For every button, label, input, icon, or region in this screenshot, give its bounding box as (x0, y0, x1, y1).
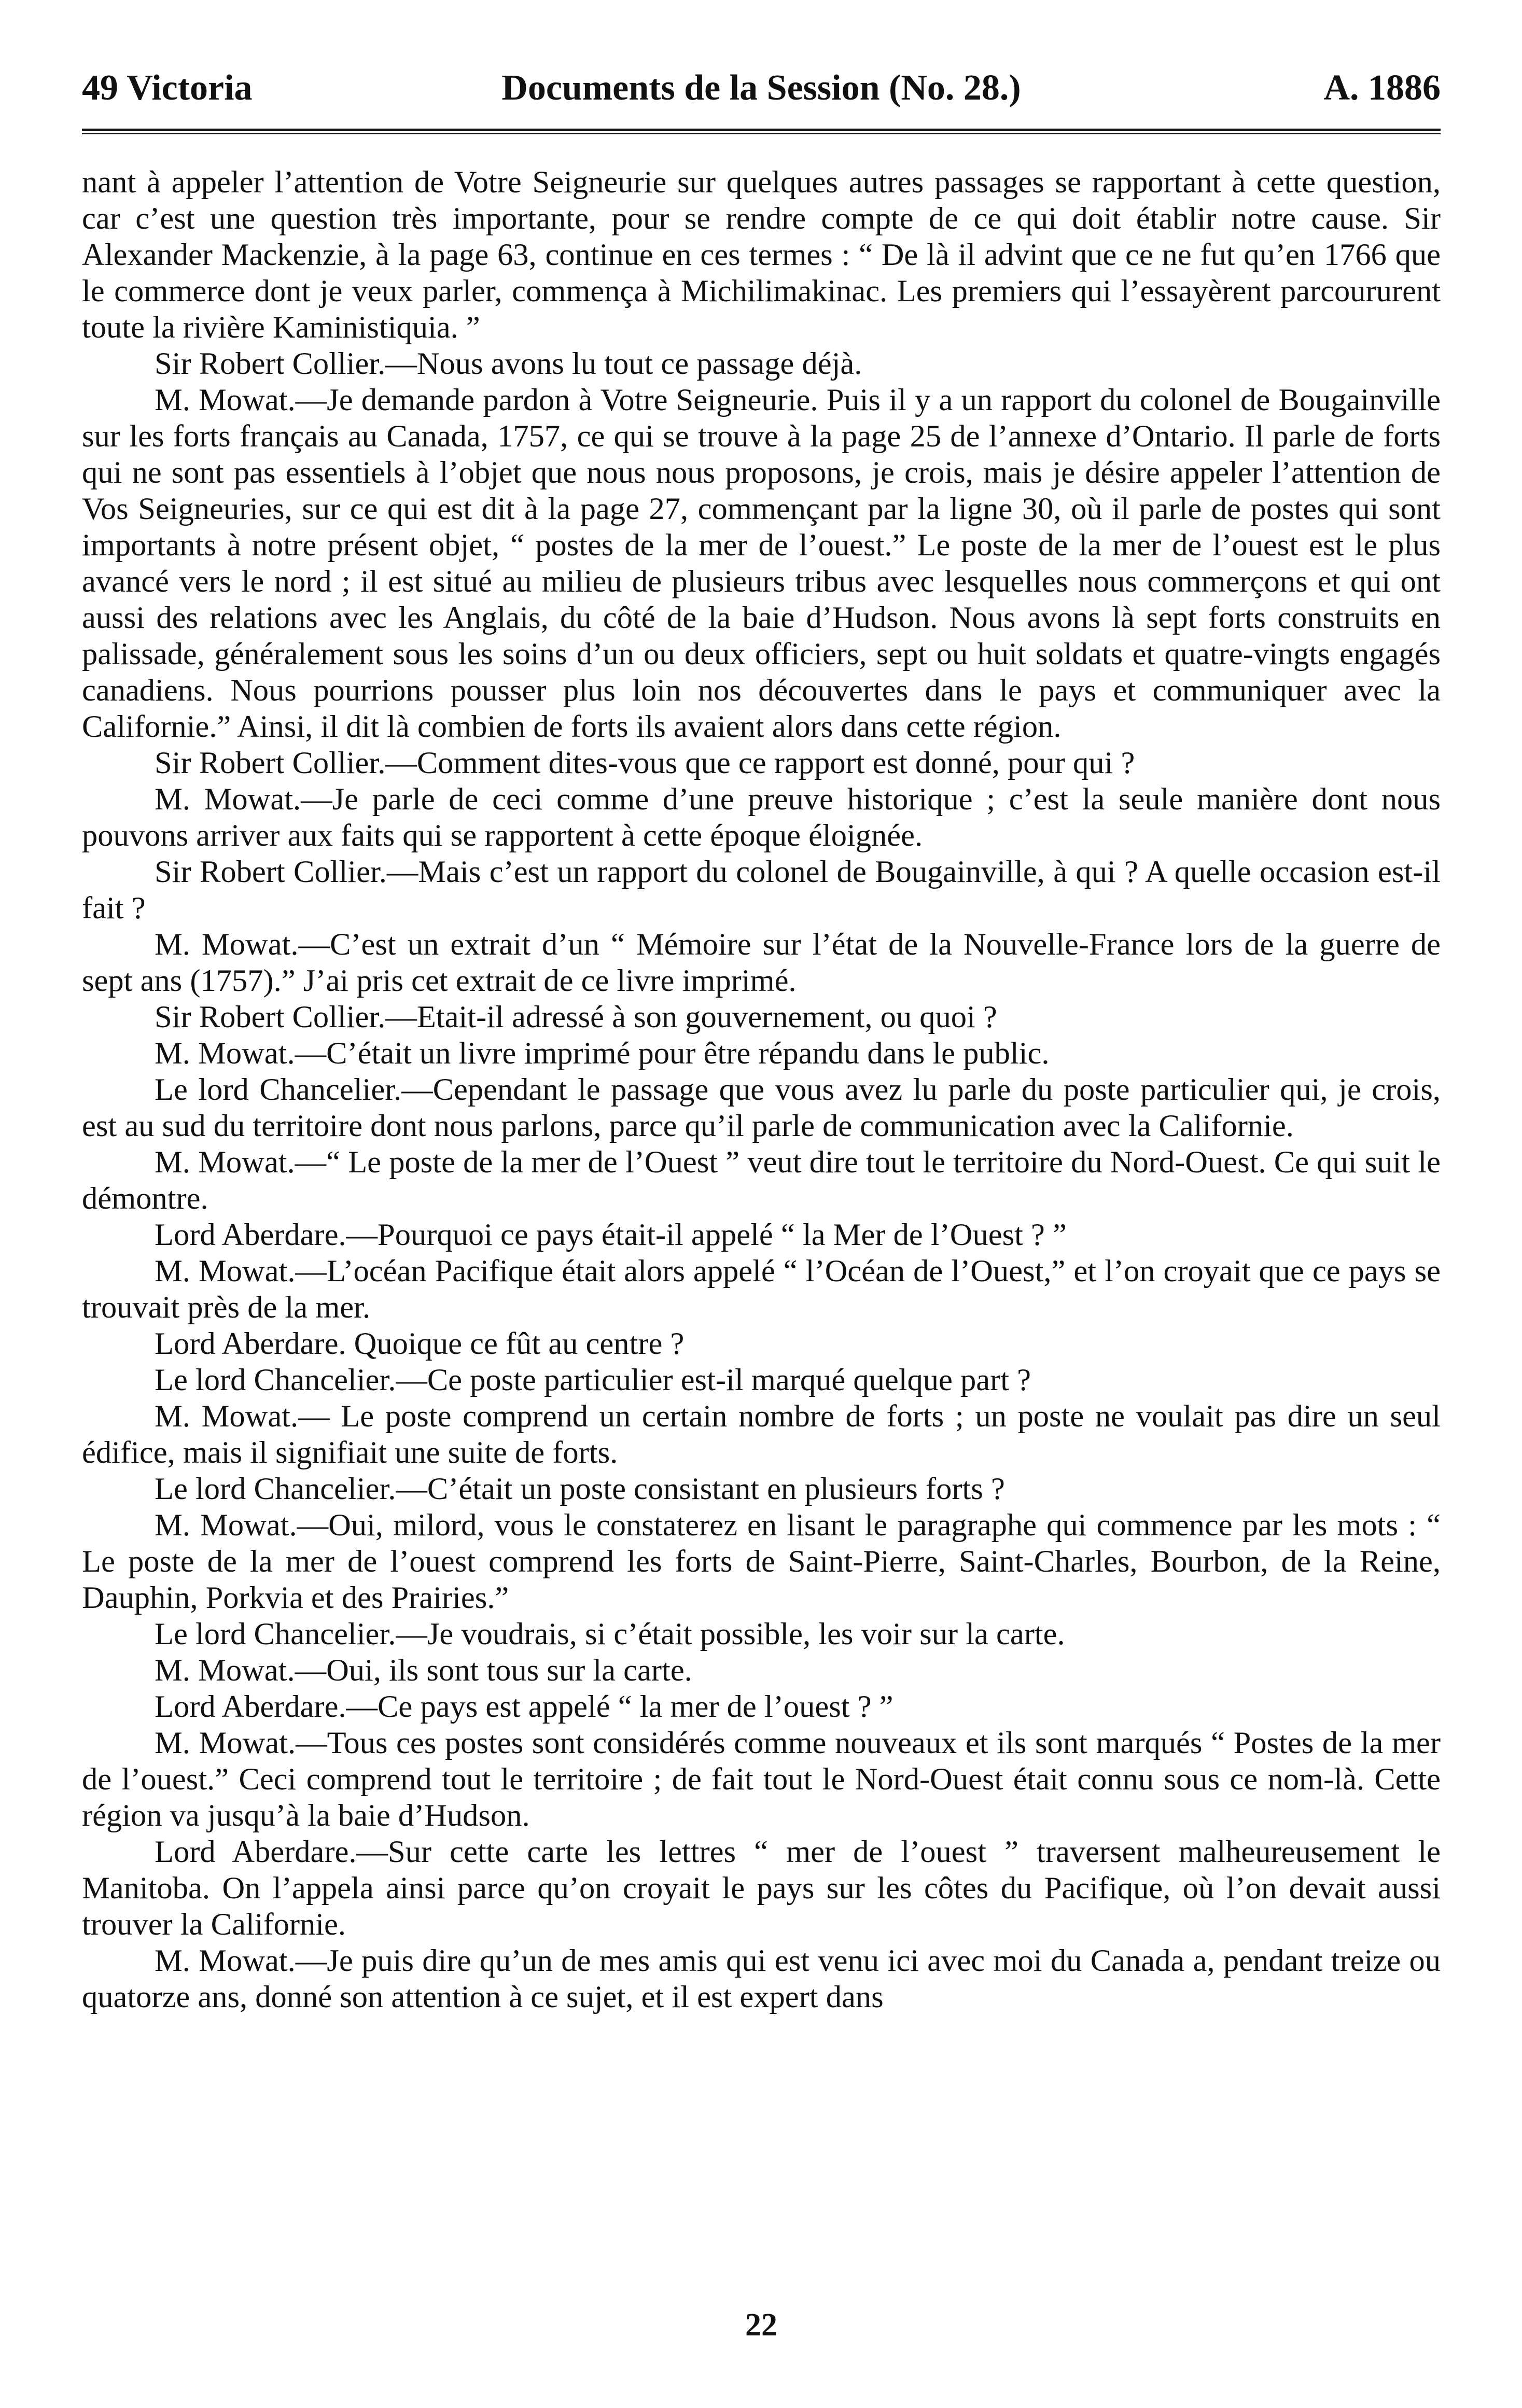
paragraph: M. Mowat.—“ Le poste de la mer de l’Ouest ” veut dire tout le territoire du Nord-Ouest. Ce qui suit le démontre. (82, 1145, 1441, 1216)
paragraph: Le lord Chancelier.—C’était un poste consistant en plusieurs forts ? (155, 1472, 1005, 1506)
body-text (82, 164, 1441, 2015)
header-rule (82, 129, 1441, 134)
paragraph: M. Mowat.—Je parle de ceci comme d’une preuve historique ; c’est la seule manière dont nous pouvons arriver aux faits qui se rapportent à cette époque éloignée. (82, 782, 1441, 853)
paragraph: M. Mowat.—C’est un extrait d’un “ Mémoire sur l’état de la Nouvelle-France lors de la guerre de sept ans (1757).” J’ai pris cet extrait de ce livre imprimé. (82, 927, 1441, 998)
paragraph: Sir Robert Collier.—Mais c’est un rapport du colonel de Bougainville, à qui ? A quelle occasion est-il fait ? (82, 855, 1441, 926)
paragraph: Sir Robert Collier.—Comment dites-vous que ce rapport est donné, pour qui ? (155, 746, 1135, 780)
paragraph: Sir Robert Collier.—Etait-il adressé à son gouvernement, ou quoi ? (155, 1000, 997, 1034)
page-number: 22 (745, 2307, 777, 2343)
header-year: A. 1886 (1323, 68, 1441, 108)
paragraph: M. Mowat.—Je puis dire qu’un de mes amis qui est venu ici avec moi du Canada a, pendant treize ou quatorze ans, donné son attention à ce sujet, et il est expert dans (82, 1943, 1441, 2014)
paragraph: M. Mowat.—Tous ces postes sont considérés comme nouveaux et ils sont marqués “ Postes de la mer de l’ouest.” Ceci comprend tout le territoire ; de fait tout le Nord-Ouest était connu sous ce nom-là. Cette région va jusqu’à la baie d’Hudson. (82, 1726, 1441, 1833)
paragraph: M. Mowat.—Oui, ils sont tous sur la carte. (155, 1653, 692, 1688)
running-header (82, 57, 1441, 119)
paragraph: Lord Aberdare. Quoique ce fût au centre ? (155, 1326, 685, 1361)
paragraph: Lord Aberdare.—Pourquoi ce pays était-il appelé “ la Mer de l’Ouest ? ” (155, 1217, 1067, 1252)
paragraph: M. Mowat.—C’était un livre imprimé pour être répandu dans le public. (155, 1036, 1050, 1071)
paragraph: M. Mowat.—Je demande pardon à Votre Seigneurie. Puis il y a un rapport du colonel de Bougainville sur les forts français au Canada, 1757, ce qui se trouve à la page 25 de l’annexe d’Ontario. Il parle de forts qui ne sont pas essentiels à l’objet que nous nous proposons, je crois, mais je désire appeler l’attention de Vos Seigneuries, sur ce qui est dit à la page 27, commençant par la ligne 30, où il parle de postes qui sont importants à notre présent objet, “ postes de la mer de l’ouest.” Le poste de la mer de l’ouest est le plus avancé vers le nord ; il est situé au milieu de plusieurs tribus avec lesquelles nous commerçons et qui ont aussi des relations avec les Anglais, du côté de la baie d’Hudson. Nous avons là sept forts construits en palissade, généralement sous les soins d’un ou deux officiers, sept ou huit soldats et quatre-vingts engagés canadiens. Nous pourrions pousser plus loin nos découvertes dans le pays et communiquer avec la Californie.” Ainsi, il dit là combien de forts ils avaient alors dans cette région. (82, 383, 1441, 744)
paragraph: Lord Aberdare.—Sur cette carte les lettres “ mer de l’ouest ” traversent malheureusement le Manitoba. On l’appela ainsi parce qu’on croyait le pays sur les côtes du Pacifique, où l’on devait aussi trouver la Californie. (82, 1835, 1441, 1942)
paragraph: Sir Robert Collier.—Nous avons lu tout ce passage déjà. (155, 346, 862, 381)
paragraph: Le lord Chancelier.—Ce poste particulier est-il marqué quelque part ? (155, 1363, 1031, 1397)
paragraph: M. Mowat.— Le poste comprend un certain nombre de forts ; un poste ne voulait pas dire un seul édifice, mais il signifiait une suite de forts. (82, 1399, 1441, 1470)
paragraph: M. Mowat.—L’océan Pacifique était alors appelé “ l’Océan de l’Ouest,” et l’on croyait que ce pays se trouvait près de la mer. (82, 1254, 1441, 1325)
paragraph: Le lord Chancelier.—Je voudrais, si c’était possible, les voir sur la carte. (155, 1617, 1065, 1651)
header-title: Documents de la Session (No. 28.) (501, 68, 1021, 108)
paragraph: Le lord Chancelier.—Cependant le passage que vous avez lu parle du poste particulier qui, je crois, est au sud du territoire dont nous parlons, parce qu’il parle de communication avec la Californie. (82, 1072, 1441, 1143)
paragraph: nant à appeler l’attention de Votre Seigneurie sur quelques autres passages se rapportant à cette question, car c’est une question très importante, pour se rendre compte de ce qui doit établir notre cause. Sir Alexander Mackenzie, à la page 63, continue en ces termes : “ De là il advint que ce ne fut qu’en 1766 que le commerce dont je veux parler, commença à Michilimakinac. Les premiers qui l’essayèrent parcoururent toute la rivière Kaministiquia. ” (82, 165, 1441, 345)
paragraph: M. Mowat.—Oui, milord, vous le constaterez en lisant le paragraphe qui commence par les mots : “ Le poste de la mer de l’ouest comprend les forts de Saint-Pierre, Saint-Charles, Bourbon, de la Reine, Dauphin, Porkvia et des Prairies.” (82, 1508, 1441, 1615)
header-volume: 49 Victoria (82, 68, 253, 108)
document-page (82, 57, 1441, 2375)
paragraph: Lord Aberdare.—Ce pays est appelé “ la mer de l’ouest ? ” (155, 1689, 893, 1724)
